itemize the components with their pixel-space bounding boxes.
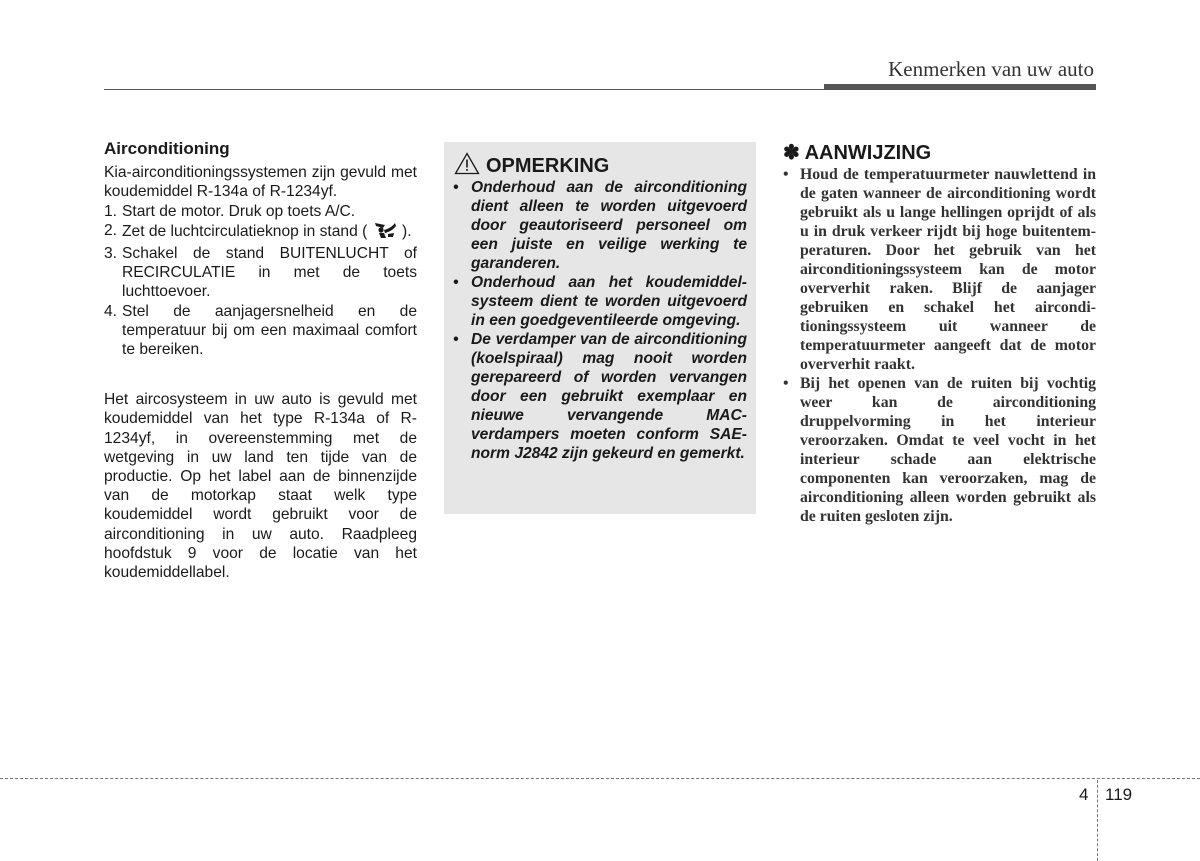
fan-vent-icon (372, 221, 398, 244)
bullet: • (453, 179, 459, 196)
note-list (783, 165, 1096, 526)
section-heading: Airconditioning (104, 139, 230, 158)
step-item (104, 302, 417, 360)
note-item (783, 374, 1096, 526)
warning-list (453, 178, 747, 463)
step-number: 2. (104, 221, 118, 239)
warning-triangle-icon (454, 152, 480, 180)
step-text: Schakel de stand BUITENLUCHT of RECIRCULATIE in met de toets luchttoevoer. (122, 245, 417, 301)
step-text (122, 221, 417, 244)
warning-item (453, 330, 747, 463)
warning-item-text: De verdamper van de airconditioning (koelspiraal) mag nooit worden gerepareerd of worden vervangen door een gebruikt exemplaar en nieuwe vervangende MAC-verdampers moeten conform SAE-norm J2842 zijn gekeurd en gemerkt. (471, 331, 747, 462)
warning-item (453, 273, 747, 330)
refrigerant-paragraph: Het aircosysteem in uw auto is gevuld met koudemiddel van het type R-134a of R- 1234yf, in overeenstemming met de wetgeving in uw land ten tijde van de productie. Op het label aan de binnenzijde van de motorkap staat welk type koudemiddel wordt gebruikt voor de airconditioning in uw auto. Raadpleeg hoofdstuk 9 voor de locatie van het koudemiddellabel. (104, 391, 417, 582)
step-number: 3. (104, 245, 118, 263)
warning-item (453, 178, 747, 273)
step-item (104, 202, 417, 221)
note-item-text: Bij het openen van de ruiten bij vochtig weer kan de airconditioning druppelvorming in het interieur veroorzaken. Omdat te veel vocht in het interieur schade aan elektrische componenten kan veroorzaken, mag de airconditioning alleen worden gebruikt als de ruiten gesloten zijn. (800, 375, 1096, 525)
step-text: Start de motor. Druk op toets A/C. (122, 202, 356, 220)
bullet: • (453, 331, 459, 348)
header-rule (104, 89, 826, 90)
column-left (104, 139, 417, 582)
warning-title: OPMERKING (486, 154, 610, 177)
header-rule-bar (824, 84, 1096, 90)
running-header: Kenmerken van uw auto (888, 57, 1094, 81)
note-title: ✽ AANWIJZING (783, 142, 932, 164)
warning-header (454, 152, 609, 180)
step-number: 1. (104, 202, 118, 220)
warning-box (444, 142, 756, 514)
step-item (104, 244, 417, 302)
footer-rule (0, 778, 1200, 779)
step-text-before: Zet de luchtcirculatieknop in stand ( (122, 222, 368, 240)
bullet: • (453, 274, 459, 291)
bullet: • (783, 375, 789, 392)
note-item (783, 165, 1096, 374)
note-box (783, 140, 1096, 526)
step-item (104, 221, 417, 244)
note-item-text: Houd de temperatuurmeter nauwlettend in de gaten wanneer de airconditioning wordt gebruikt als u lange hellingen oprijdt of als u in druk verkeer rijdt bij hoge buitentemperaturen. Door het gebruik van het airconditioningssysteem kan de motor oververhit raken. Blijf de aanjager gebruiken en schakel het airconditioningssysteem uit wanneer de temperatuurmeter aangeeft dat de motor oververhit raakt. (800, 166, 1096, 373)
footer-divider (1097, 780, 1098, 861)
chapter-number: 4 (1079, 785, 1089, 804)
page-number: 119 (1105, 785, 1133, 804)
steps-list (104, 202, 417, 360)
step-text: Stel de aanjagersnelheid en de temperatuur bij om een maximaal comfort te bereiken. (122, 302, 417, 359)
warning-item-text: Onderhoud aan het koudemiddelsysteem dient te worden uitgevoerd in een goedgeventileerde omgeving. (471, 274, 747, 329)
step-number: 4. (104, 302, 118, 320)
intro-paragraph: Kia-airconditioningssystemen zijn gevuld met koudemiddel R-134a of R-1234yf. (104, 164, 417, 201)
bullet: • (783, 166, 789, 183)
warning-item-text: Onderhoud aan de airconditioning dient alleen te worden uitgevoerd door geautoriseerd personeel om een juiste en veilige werking te garanderen. (471, 179, 747, 272)
step-text-after: ). (402, 222, 412, 240)
